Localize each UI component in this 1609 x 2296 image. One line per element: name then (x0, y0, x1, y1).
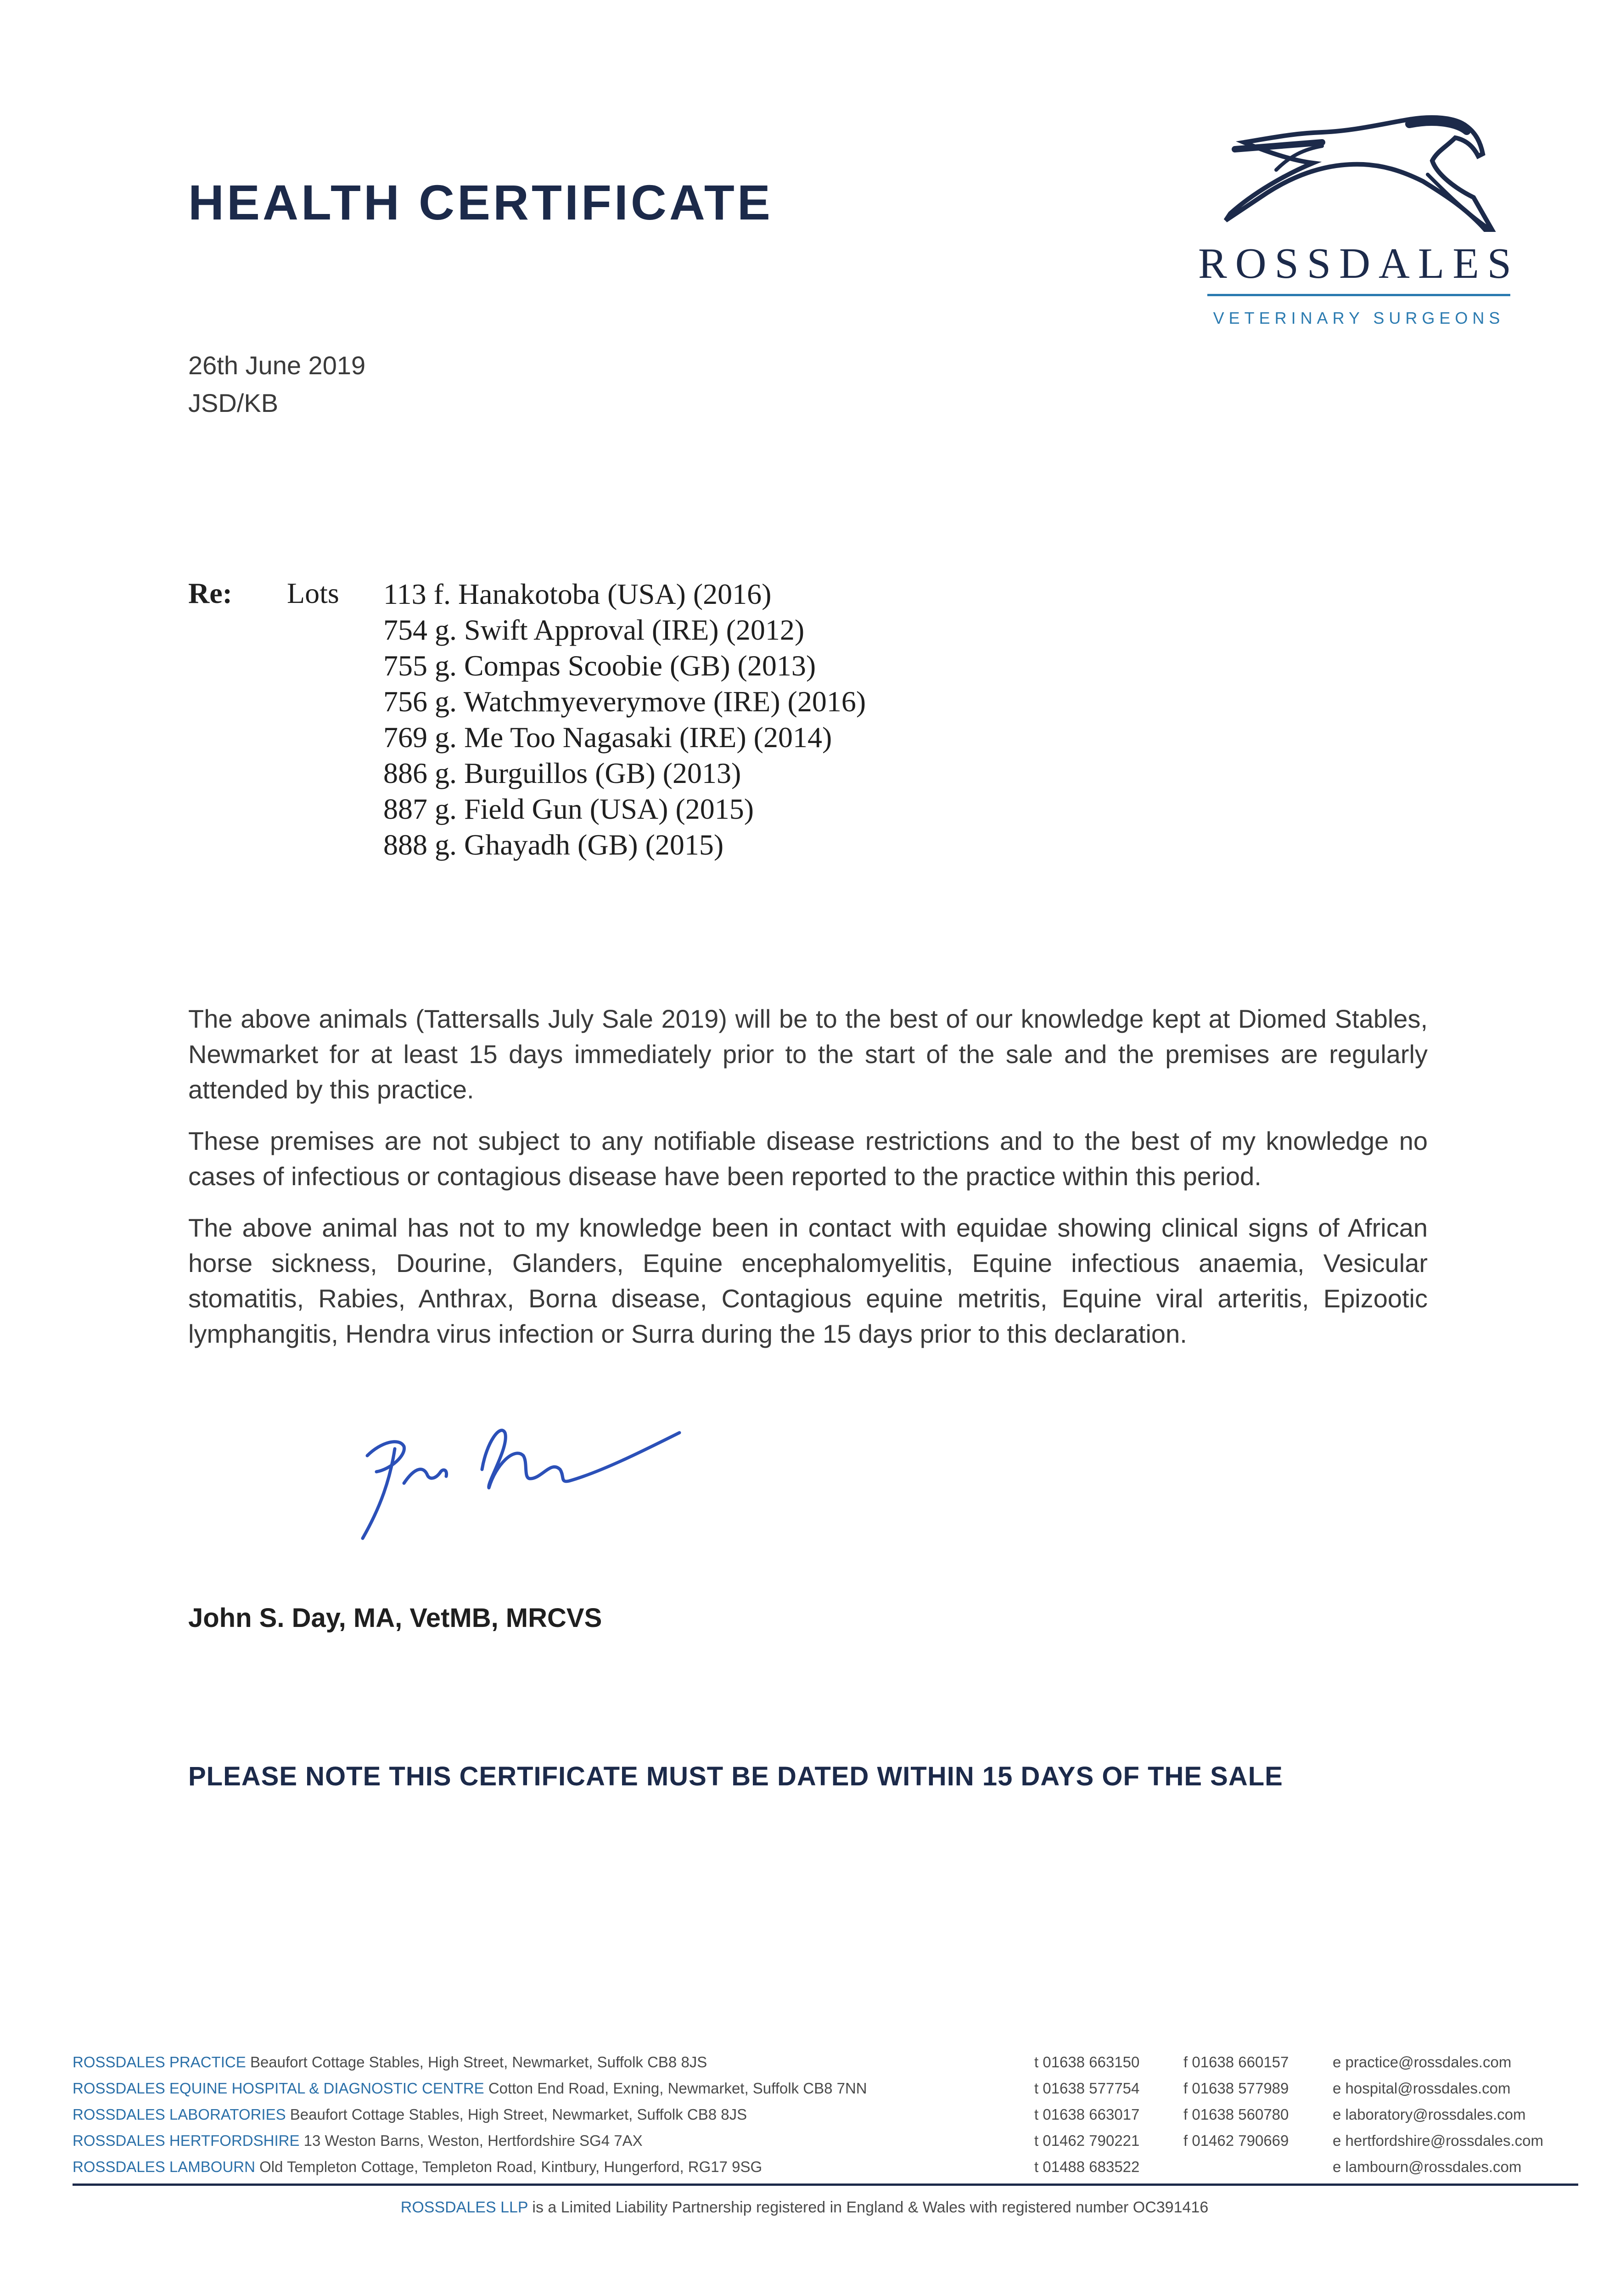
re-label: Re: (188, 577, 232, 609)
body-paragraph-1: The above animals (Tattersalls July Sale 2019) will be to the best of our knowledge kept at Diomed Stables, Newmarket for at least 15 days immediately prior to the start of the sale and the premises are regularly attended by this practice. (188, 1004, 1428, 1104)
rossdales-logo (1198, 106, 1519, 344)
office-name: ROSSDALES LABORATORIES (73, 2106, 286, 2123)
table-row (73, 2127, 1569, 2154)
office-email: e laboratory@rossdales.com (1333, 2106, 1526, 2123)
signature (349, 1414, 698, 1554)
legal-text: is a Limited Liability Partnership registered in England & Wales with registered number OC391416 (532, 2199, 1209, 2216)
office-name: ROSSDALES HERTFORDSHIRE (73, 2132, 300, 2149)
office-address: 13 Weston Barns, Weston, Hertfordshire SG4 7AX (303, 2132, 643, 2149)
legal-notice (0, 2199, 1609, 2217)
horse-logo-icon (1217, 106, 1501, 239)
table-row (73, 2154, 1569, 2180)
footer-divider (73, 2183, 1578, 2186)
office-email: e lambourn@rossdales.com (1333, 2158, 1522, 2175)
list-item: 887 g. Field Gun (USA) (2015) (383, 793, 754, 825)
dating-note: PLEASE NOTE THIS CERTIFICATE MUST BE DATED WITHIN 15 DAYS OF THE SALE (188, 1761, 1283, 1791)
lots-label: Lots (287, 577, 339, 609)
office-email: e hertfordshire@rossdales.com (1333, 2132, 1544, 2149)
legal-entity-name: ROSSDALES LLP (400, 2199, 528, 2216)
signature-icon (349, 1414, 698, 1552)
office-address: Old Templeton Cottage, Templeton Road, Kintbury, Hungerford, RG17 9SG (259, 2158, 762, 2175)
office-email: e practice@rossdales.com (1333, 2054, 1512, 2071)
office-email: e hospital@rossdales.com (1333, 2080, 1511, 2097)
logo-subtitle: VETERINARY SURGEONS (1213, 309, 1505, 327)
list-item: 886 g. Burguillos (GB) (2013) (383, 757, 741, 789)
logo-divider (1207, 294, 1510, 296)
page-title: HEALTH CERTIFICATE (188, 174, 773, 230)
logo-wordmark: ROSSDALES (1198, 240, 1520, 287)
office-phone: t 01638 577754 (1034, 2080, 1140, 2097)
office-address: Beaufort Cottage Stables, High Street, Newmarket, Suffolk CB8 8JS (290, 2106, 747, 2123)
table-row (73, 2049, 1569, 2075)
list-item: 769 g. Me Too Nagasaki (IRE) (2014) (383, 721, 832, 754)
office-address: Beaufort Cottage Stables, High Street, Newmarket, Suffolk CB8 8JS (250, 2054, 707, 2071)
office-fax: f 01638 577989 (1183, 2080, 1289, 2097)
list-item: 888 g. Ghayadh (GB) (2015) (383, 828, 724, 861)
office-phone: t 01462 790221 (1034, 2132, 1140, 2149)
certificate-body (188, 1001, 1428, 1367)
body-paragraph-2: These premises are not subject to any notifiable disease restrictions and to the best of my knowledge no cases of infectious or contagious disease have been reported to the practice within this period. (188, 1126, 1428, 1191)
table-row (73, 2101, 1569, 2127)
office-phone: t 01488 683522 (1034, 2158, 1140, 2175)
office-fax: f 01638 660157 (1183, 2054, 1289, 2071)
table-row (73, 2075, 1569, 2101)
lots-list (383, 576, 866, 863)
footer-contacts (73, 2049, 1569, 2180)
list-item: 756 g. Watchmyeverymove (IRE) (2016) (383, 685, 866, 718)
letter-date: 26th June 2019 (188, 351, 366, 380)
list-item: 755 g. Compas Scoobie (GB) (2013) (383, 649, 816, 682)
office-name: ROSSDALES EQUINE HOSPITAL & DIAGNOSTIC CENTRE (73, 2080, 484, 2097)
office-name: ROSSDALES PRACTICE (73, 2054, 246, 2071)
letter-meta (188, 347, 365, 422)
signer-name: John S. Day, MA, VetMB, MRCVS (188, 1603, 602, 1633)
office-fax: f 01638 560780 (1183, 2106, 1289, 2123)
letter-reference: JSD/KB (188, 388, 279, 417)
office-phone: t 01638 663150 (1034, 2054, 1140, 2071)
office-phone: t 01638 663017 (1034, 2106, 1140, 2123)
list-item: 754 g. Swift Approval (IRE) (2012) (383, 613, 805, 646)
list-item: 113 f. Hanakotoba (USA) (2016) (383, 578, 772, 610)
office-address: Cotton End Road, Exning, Newmarket, Suffolk CB8 7NN (488, 2080, 867, 2097)
office-name: ROSSDALES LAMBOURN (73, 2158, 255, 2175)
office-fax: f 01462 790669 (1183, 2132, 1289, 2149)
body-paragraph-3: The above animal has not to my knowledge been in contact with equidae showing clinical signs of African horse sickness, Dourine, Glanders, Equine encephalomyelitis, Equine infectious anaemia, Vesicular stomatitis, Rabies, Anthrax, Borna disease, Contagious equine metritis, Equine viral arteritis, Epizootic lymphangitis, Hendra virus infection or Surra during the 15 days prior to this declaration. (188, 1213, 1428, 1348)
